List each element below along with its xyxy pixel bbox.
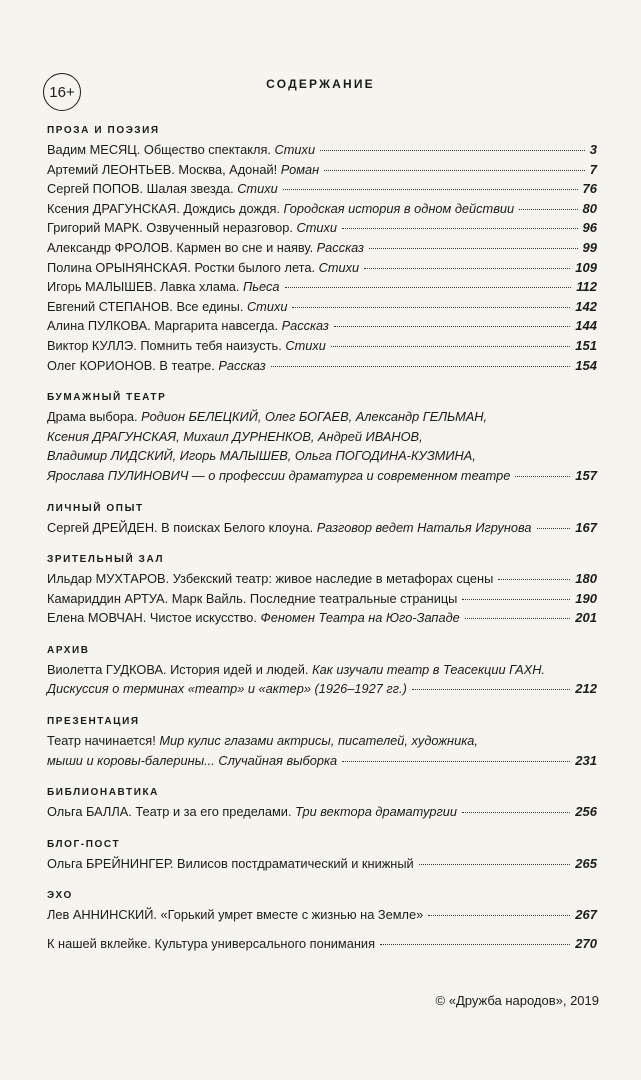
toc-entry-text — [47, 731, 478, 751]
toc-entry-line — [47, 277, 597, 297]
section-heading: БИБЛИОНАВТИКА — [47, 787, 160, 799]
page-number: 142 — [575, 298, 597, 314]
toc-entry-genre: Стихи — [296, 220, 337, 236]
toc-entry-title: Драма выбора. — [47, 409, 142, 425]
toc-entry-title: Ильдар МУХТАРОВ. Узбекский театр: живое наследие в метафорах сцены — [47, 571, 494, 587]
toc-entry-line — [47, 199, 597, 219]
toc-entry-genre: Феномен Театра на Юго-Западе — [260, 610, 460, 626]
page-number: 270 — [575, 936, 597, 952]
page-number: 267 — [575, 907, 597, 923]
toc-entry-title: Елена МОВЧАН. Чистое искусство. — [47, 610, 261, 626]
toc-entry-line — [47, 160, 597, 180]
dot-leader — [428, 915, 570, 916]
toc-entry-line — [47, 905, 597, 925]
toc-entry-line — [47, 751, 597, 771]
toc-entry-line — [47, 258, 597, 278]
page-number: 212 — [575, 681, 597, 697]
dot-leader — [498, 579, 570, 580]
toc-entry-line — [47, 297, 597, 317]
toc-entry-genre: Пьеса — [243, 279, 280, 295]
toc-entry-genre: Роман — [280, 161, 320, 177]
toc-entry-line — [47, 660, 597, 680]
section-heading: БУМАЖНЫЙ ТЕАТР — [47, 392, 167, 404]
toc-entry-genre: Рассказ — [281, 318, 329, 334]
toc-entry-title: Ольга БРЕЙНИНГЕР. Вилисов постдраматический и книжный — [47, 855, 414, 871]
table-of-contents — [47, 124, 597, 954]
toc-entry-title: Ксения ДРАГУНСКАЯ. Дождись дождя. — [47, 200, 284, 216]
page-number: 190 — [575, 590, 597, 606]
toc-entry-title: Сергей ДРЕЙДЕН. В поисках Белого клоуна. — [47, 519, 317, 535]
page-number: 3 — [589, 142, 597, 157]
toc-entry-text — [47, 446, 476, 466]
toc-entry[interactable] — [47, 238, 597, 258]
toc-entry-line — [47, 731, 597, 751]
toc-entry-genre: Городская история в одном действии — [283, 200, 515, 216]
toc-entry[interactable] — [47, 905, 597, 925]
toc-entry[interactable] — [47, 160, 597, 180]
toc-entry-genre: Владимир ЛИДСКИЙ, Игорь МАЛЫШЕВ, Ольга ПОГОДИНА-КУЗМИНА, — [47, 448, 476, 464]
toc-entry-text — [47, 569, 493, 589]
dot-leader — [537, 528, 571, 529]
toc-entry-text — [47, 336, 326, 356]
page-number: 167 — [575, 519, 597, 535]
toc-entry-line — [47, 589, 597, 609]
toc-entry-title: Евгений СТЕПАНОВ. Все едины. — [47, 298, 247, 314]
toc-entry-line — [47, 407, 597, 427]
toc-entry-text — [47, 518, 532, 538]
dot-leader — [515, 476, 570, 477]
dot-leader — [324, 170, 585, 171]
toc-entry-text — [47, 679, 407, 699]
toc-entry-text — [47, 854, 414, 874]
toc-entry[interactable] — [47, 179, 597, 199]
dot-leader — [320, 150, 585, 151]
dot-leader — [271, 366, 571, 367]
toc-entry-text — [47, 218, 337, 238]
age-rating-label: 16+ — [49, 83, 75, 101]
toc-entry-genre: Мир кулис глазами актрисы, писателей, художника, — [159, 733, 478, 749]
toc-entry-line — [47, 608, 597, 628]
toc-entry-genre: Стихи — [237, 181, 278, 197]
toc-entry-line — [47, 466, 597, 486]
page-number: 256 — [575, 804, 597, 820]
toc-entry-title: Вадим МЕСЯЦ. Общество спектакля. — [47, 142, 275, 157]
page-number: 112 — [576, 279, 597, 295]
toc-entry-genre: Как изучали театр в Теасекции ГАХН. — [312, 661, 545, 677]
toc-entry-title: Сергей ПОПОВ. Шалая звезда. — [47, 181, 238, 197]
toc-entry-text — [47, 179, 278, 199]
toc-entry-genre: Стихи — [274, 142, 316, 157]
toc-entry-line — [47, 336, 597, 356]
toc-entry-genre: Родион БЕЛЕЦКИЙ, Олег БОГАЕВ, Александр ГЕЛЬМАН, — [141, 409, 488, 425]
toc-entry-text — [47, 199, 514, 219]
toc-entry-genre: мыши и коровы-балерины... Случайная выборка — [47, 752, 338, 768]
toc-entry[interactable] — [47, 731, 597, 770]
page-number: 76 — [582, 181, 597, 197]
dot-leader — [331, 346, 570, 347]
toc-entry-text — [47, 407, 487, 427]
page-number: 231 — [575, 752, 597, 768]
toc-entry-text — [47, 905, 423, 925]
toc-entry-text — [47, 751, 337, 771]
toc-entry[interactable] — [47, 854, 597, 874]
page-number: 157 — [575, 467, 597, 483]
toc-entry-genre: Разговор ведет Наталья Игрунова — [316, 519, 532, 535]
toc-entry-text — [47, 356, 266, 376]
dot-leader — [369, 248, 578, 249]
toc-entry[interactable] — [47, 356, 597, 376]
dot-leader — [412, 689, 570, 690]
toc-entry[interactable] — [47, 407, 597, 485]
section-heading: ЛИЧНЫЙ ОПЫТ — [47, 502, 144, 514]
toc-entry-genre: Стихи — [318, 259, 360, 275]
toc-entry-title: Полина ОРЫНЯНСКАЯ. Ростки былого лета. — [47, 259, 319, 275]
toc-entry-genre: Стихи — [285, 337, 326, 353]
toc-entry-title: Театр начинается! — [47, 733, 160, 749]
toc-entry-text — [47, 277, 280, 297]
toc-entry[interactable] — [47, 218, 597, 238]
page-number: 80 — [582, 200, 597, 216]
toc-entry[interactable] — [47, 660, 597, 699]
copyright-notice: © «Дружба народов», 2019 — [435, 993, 599, 1008]
page-number: 265 — [575, 855, 597, 871]
page-number: 7 — [589, 161, 597, 177]
toc-entry[interactable] — [47, 608, 597, 628]
toc-entry-title: Лев АННИНСКИЙ. «Горький умрет вместе с жизнью на Земле» — [47, 907, 424, 923]
toc-entry-title: Александр ФРОЛОВ. Кармен во сне и наяву. — [47, 239, 317, 255]
toc-entry-text — [47, 802, 457, 822]
toc-entry-genre: Дискуссия о терминах «театр» и «актер» (1926–1927 гг.) — [47, 681, 407, 697]
page-number: 180 — [575, 571, 597, 587]
toc-entry-line — [47, 140, 597, 160]
dot-leader — [519, 209, 577, 210]
toc-entry[interactable] — [47, 199, 597, 219]
toc-entry-title: Виктор КУЛЛЭ. Помнить тебя наизусть. — [47, 337, 286, 353]
toc-entry-line — [47, 316, 597, 336]
dot-leader — [364, 268, 570, 269]
page-title: СОДЕРЖАНИЕ — [266, 77, 375, 91]
toc-entry-text — [47, 140, 315, 160]
toc-entry-line — [47, 854, 597, 874]
toc-entry-line — [47, 238, 597, 258]
toc-entry-title: К нашей вклейке. Культура универсального понимания — [47, 936, 375, 952]
toc-entry-genre: Рассказ — [316, 239, 364, 255]
dot-leader — [462, 599, 570, 600]
dot-leader — [465, 618, 571, 619]
toc-entry[interactable] — [47, 316, 597, 336]
toc-entry-line — [47, 179, 597, 199]
page-number: 99 — [582, 239, 597, 255]
dot-leader — [462, 812, 570, 813]
toc-entry-line — [47, 218, 597, 238]
toc-entry-text — [47, 160, 319, 180]
toc-entry-title: Камариддин АРТУА. Марк Вайль. Последние театральные страницы — [47, 590, 458, 606]
toc-entry[interactable] — [47, 277, 597, 297]
toc-entry[interactable] — [47, 258, 597, 278]
toc-entry-title: Алина ПУЛКОВА. Маргарита навсегда. — [47, 318, 282, 334]
toc-entry[interactable] — [47, 934, 597, 954]
toc-entry-line — [47, 446, 597, 466]
dot-leader — [342, 761, 570, 762]
toc-entry[interactable] — [47, 802, 597, 822]
toc-entry-text — [47, 934, 375, 954]
toc-entry-title: Олег КОРИОНОВ. В театре. — [47, 357, 219, 373]
dot-leader — [292, 307, 570, 308]
section-heading: ЗРИТЕЛЬНЫЙ ЗАЛ — [47, 554, 165, 566]
toc-entry-text — [47, 660, 545, 680]
page-number: 151 — [575, 337, 597, 353]
toc-entry[interactable] — [47, 569, 597, 589]
toc-entry-text — [47, 589, 457, 609]
page-number: 154 — [575, 357, 597, 373]
toc-entry[interactable] — [47, 589, 597, 609]
section-heading: ПРОЗА И ПОЭЗИЯ — [47, 125, 160, 136]
toc-entry-genre: Ярослава ПУЛИНОВИЧ — о профессии драматурга и современном театре — [47, 467, 511, 483]
page-number: 96 — [582, 220, 597, 236]
section-heading: АРХИВ — [47, 644, 90, 656]
toc-entry-text — [47, 608, 460, 628]
toc-entry[interactable] — [47, 518, 597, 538]
toc-entry-title: Виолетта ГУДКОВА. История идей и людей. — [47, 661, 313, 677]
toc-entry-line — [47, 356, 597, 376]
dot-leader — [419, 864, 571, 865]
toc-entry-line — [47, 679, 597, 699]
toc-entry-genre: Рассказ — [218, 357, 266, 373]
toc-entry-line — [47, 934, 597, 954]
toc-entry-text — [47, 238, 364, 258]
toc-entry-genre: Стихи — [246, 298, 288, 314]
dot-leader — [285, 287, 572, 288]
section-heading: БЛОГ-ПОСТ — [47, 838, 121, 850]
dot-leader — [380, 944, 570, 945]
toc-entry-title: Ольга БАЛЛА. Театр и за его пределами. — [47, 804, 296, 820]
toc-entry-text — [47, 297, 287, 317]
toc-entry-genre: Ксения ДРАГУНСКАЯ, Михаил ДУРНЕНКОВ, Андрей ИВАНОВ, — [47, 428, 423, 444]
section-heading: ЭХО — [47, 890, 73, 902]
section-heading: ПРЕЗЕНТАЦИЯ — [47, 716, 140, 728]
page-number: 109 — [575, 259, 597, 275]
page-number: 201 — [575, 610, 597, 626]
toc-entry-text — [47, 316, 329, 336]
toc-entry-text — [47, 427, 423, 447]
toc-entry-line — [47, 569, 597, 589]
dot-leader — [334, 326, 570, 327]
toc-entry[interactable] — [47, 140, 597, 160]
toc-entry-genre: Три вектора драматургии — [295, 804, 458, 820]
dot-leader — [342, 228, 578, 229]
toc-entry-title: Игорь МАЛЫШЕВ. Лавка хлама. — [47, 279, 244, 295]
toc-entry-text — [47, 466, 510, 486]
toc-entry-line — [47, 427, 597, 447]
dot-leader — [283, 189, 578, 190]
toc-entry[interactable] — [47, 336, 597, 356]
toc-entry-line — [47, 518, 597, 538]
toc-entry-line — [47, 802, 597, 822]
toc-entry[interactable] — [47, 297, 597, 317]
toc-entry-text — [47, 258, 359, 278]
page-number: 144 — [575, 318, 597, 334]
toc-entry-title: Григорий МАРК. Озвученный неразговор. — [47, 220, 297, 236]
toc-entry-title: Артемий ЛЕОНТЬЕВ. Москва, Адонай! — [47, 161, 281, 177]
